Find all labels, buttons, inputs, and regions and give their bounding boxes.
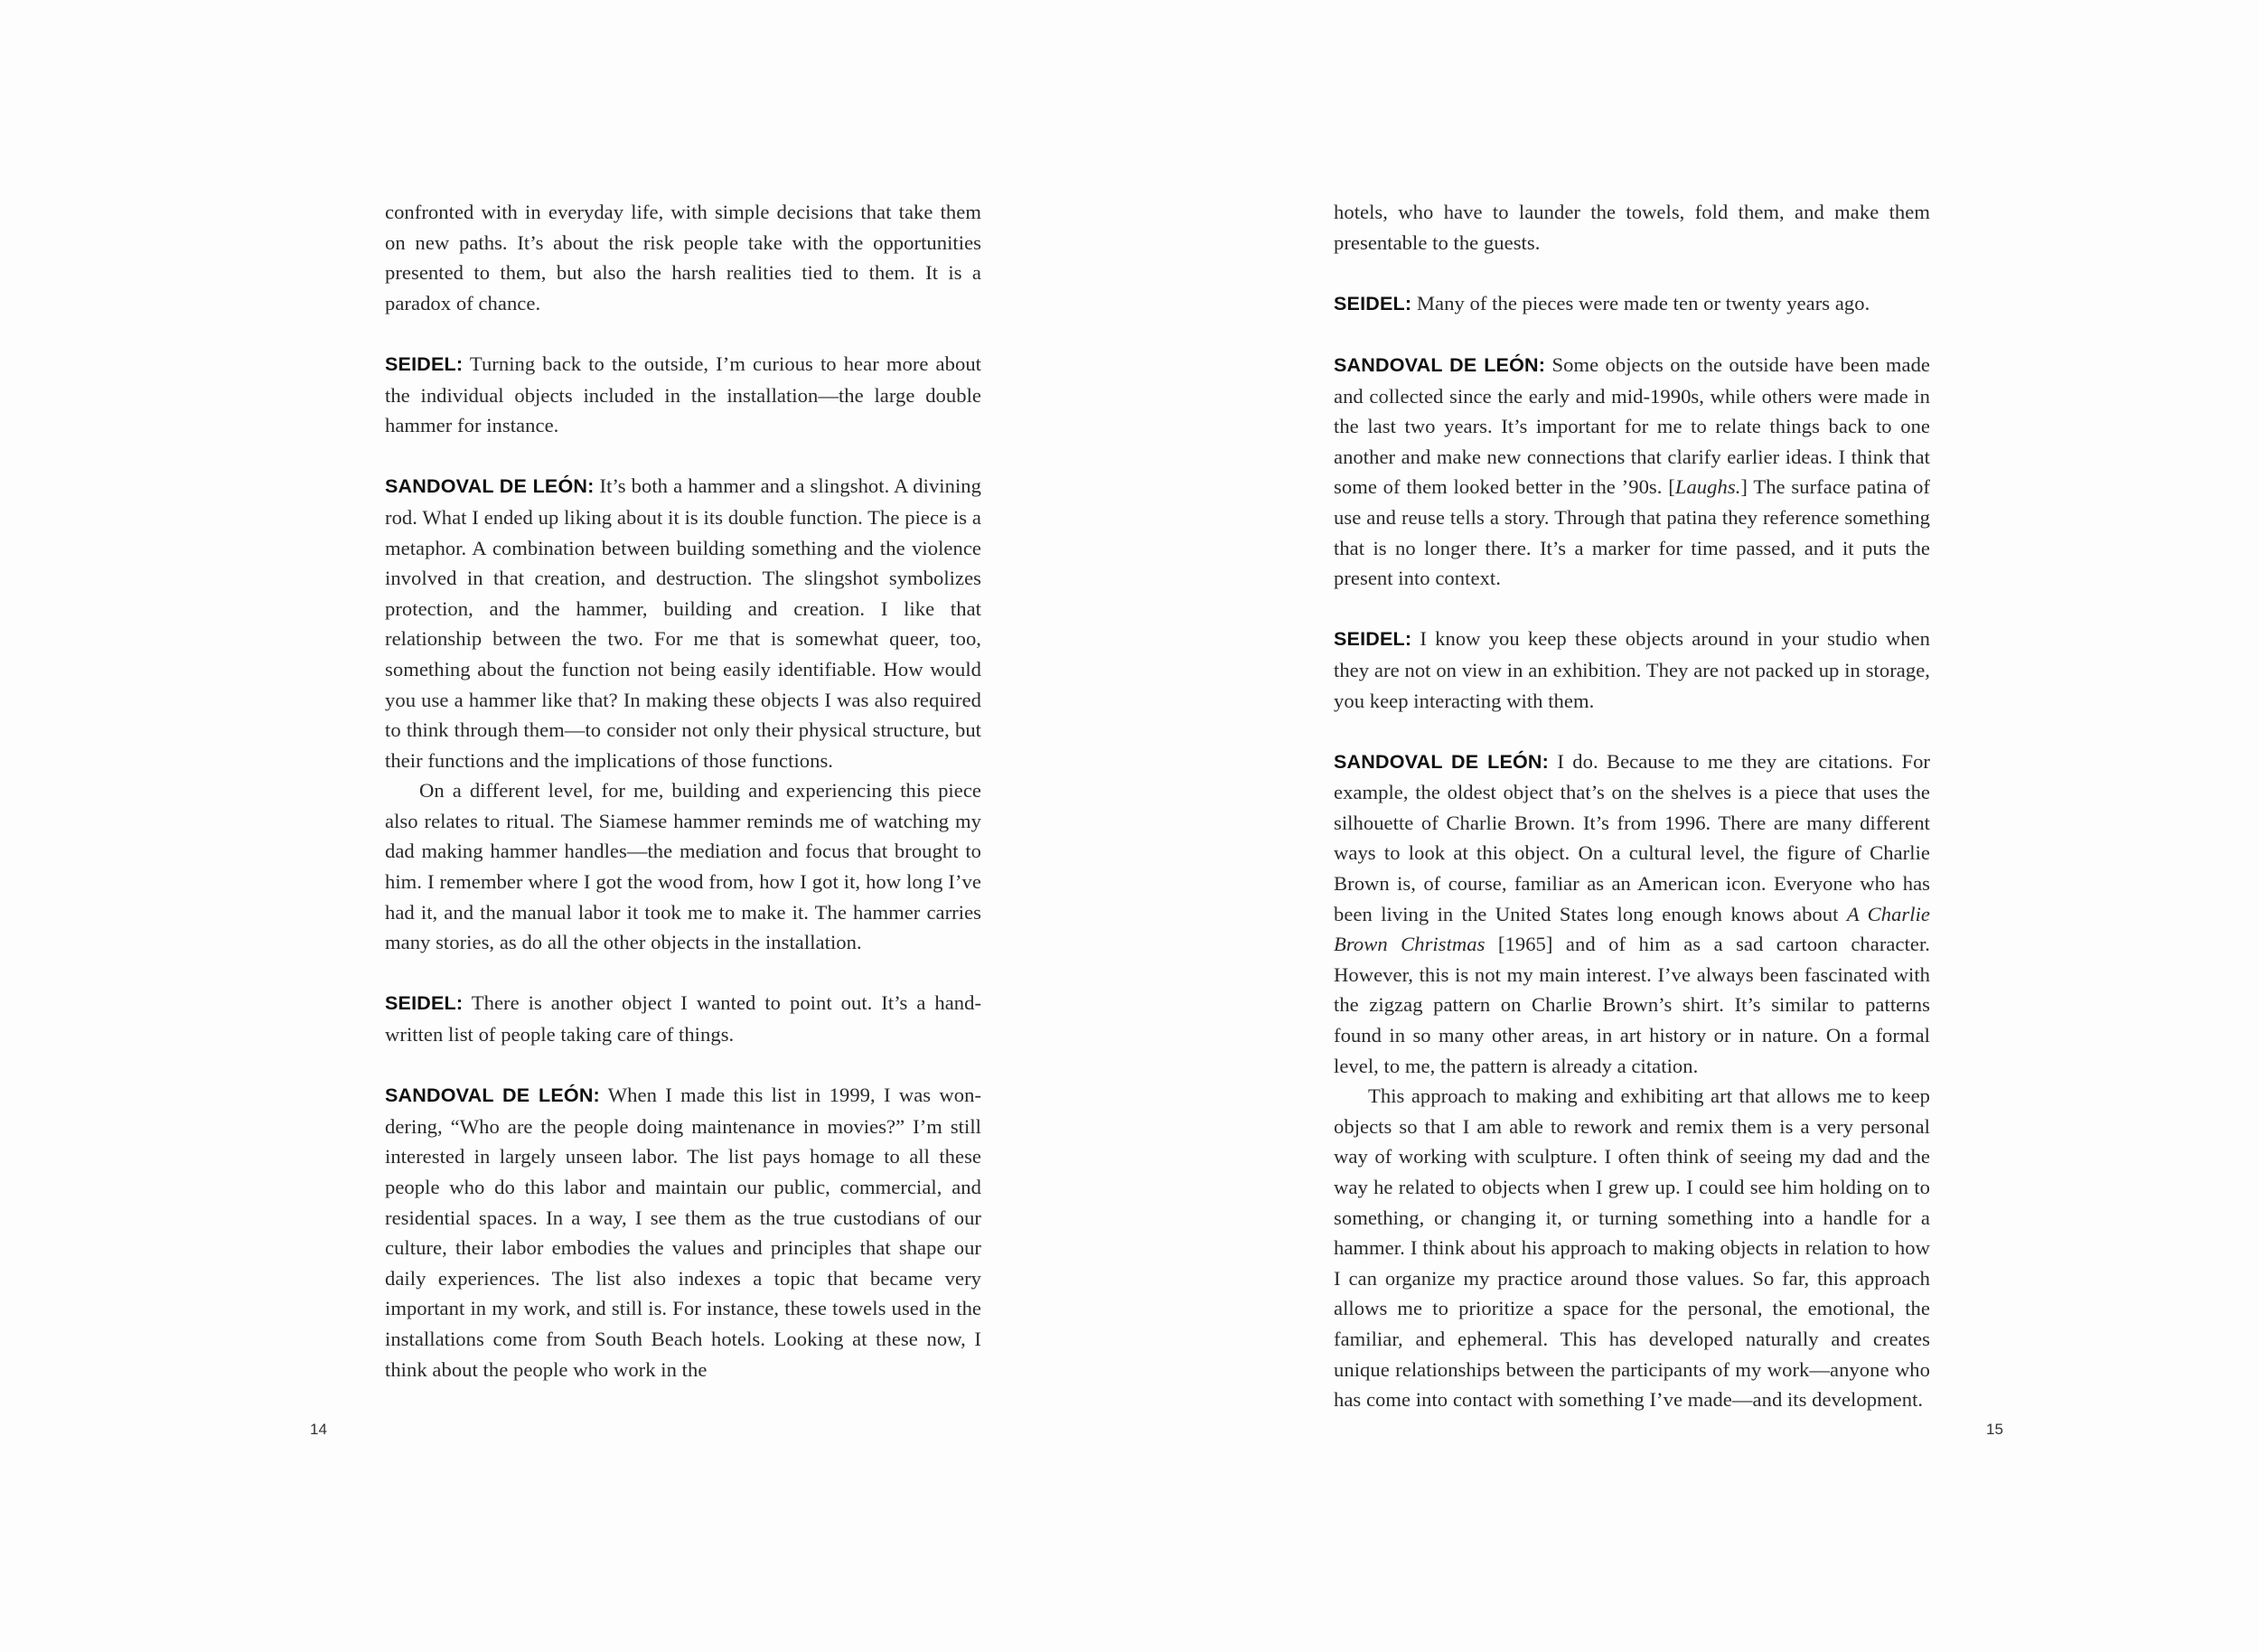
paragraph: SEIDEL: There is another object I wanted to point out. It’s a handwritten list of people taking care of things. [385, 991, 982, 1047]
speaker-label: SEIDEL: [385, 352, 464, 375]
right-page-body [1334, 197, 1930, 1415]
page-number: 15 [1986, 1421, 2003, 1438]
paragraph: SEIDEL: Turning back to the outside, I’m curious to hear more about the individual objects included in the installation—the large double hammer for instance. [385, 352, 982, 437]
paragraph: SEIDEL: I know you keep these objects around in your studio when they are not on view in an exhibition. They are not packed up in storage, you keep interacting with them. [1334, 627, 1930, 712]
page-number: 14 [310, 1421, 327, 1438]
paragraph: SEIDEL: Many of the pieces were made ten or twenty years ago. [1334, 291, 1870, 314]
speaker-label: SEIDEL: [1334, 292, 1412, 314]
paragraph: SANDOVAL DE LEÓN: When I made this list in 1999, I was wondering, “Who are the people doing maintenance in movies?” I’m still interested in largely unseen labor. The list pays homage to all these people who do this labor and maintain our public, commercial, and residential spaces. In a way, I see them as the true custodians of our culture, their labor embodies the values and principles that shape our daily experiences. The list also indexes a topic that became very important in my work, and still is. For instance, these towels used in the installations come from South Beach hotels. Looking at these now, I think about the people who work in the [385, 1084, 982, 1381]
speaker-label: SANDOVAL DE LEÓN: [385, 475, 595, 498]
speaker-label: SEIDEL: [385, 992, 464, 1015]
paragraph: hotels, who have to launder the towels, fold them, and make them presentable to the guests. [1334, 201, 1930, 254]
paragraph: On a different level, for me, building and experiencing this piece also relates to ritual. The Siamese hammer reminds me of watching my dad making hammer handles—the mediation and focus that brought to him. I remember where I got the wood from, how I got it, how long I’ve had it, and the manual labor it took me to make it. The hammer carries many stories, as do all the other objects in the installation. [385, 779, 981, 954]
speaker-label: SEIDEL: [1334, 628, 1412, 651]
paragraph: confronted with in everyday life, with simple decisions that take them on new paths. It’s about the risk people take with the opportunities presented to them, but also the harsh realities tied to them. It is a paradox of chance. [385, 201, 981, 314]
paragraph: SANDOVAL DE LEÓN: Some objects on the outside have been made and collected since the early and mid-1990s, while others were made in the last two years. It’s important for me to relate things back to one another and make new connections that clarify earlier ideas. I think that some of them looked better in the ’90s. [Laughs.] The surface patina of use and reuse tells a story. Through that patina they reference something that is no longer there. It’s a marker for time passed, and it puts the present into context. [1334, 352, 1930, 590]
paragraph: This approach to making and exhibiting art that allows me to keep objects so that I am able to rework and remix them is a very personal way of working with sculpture. I often think of seeing my dad and the way he related to objects when I grew up. I could see him holding on to something, or changing it, or turning something into a handle for a hammer. I think about his approach to making objects in relation to how I can organize my practice around those values. So far, this approach allows me to prioritize a space for the personal, the emotional, the familiar, and ephemeral. This has developed naturally and creates unique relationships between the participants of my work—anyone who has come into contact with something I’ve made—and its development. [1334, 1084, 1930, 1412]
speaker-label: SANDOVAL DE LEÓN: [385, 1084, 600, 1107]
left-page-body [385, 197, 981, 1384]
speaker-label: SANDOVAL DE LEÓN: [1334, 353, 1546, 376]
speaker-label: SANDOVAL DE LEÓN: [1334, 750, 1550, 773]
paragraph: SANDOVAL DE LEÓN: It’s both a hammer and a slingshot. A divining rod. What I ended up liking about it is its double function. The piece is a metaphor. A combination between building something and the violence involved in that creation, and destruction. The slingshot symbolizes protection, and the hammer, building and creation. I like that relationship between the two. For me that is somewhat queer, too, something about the function not being easily identifiable. How would you use a hammer like that? In making these objects I was also required to think through them—to consider not only their physical structure, but their functions and the implications of those functions. [385, 474, 981, 772]
paragraph: SANDOVAL DE LEÓN: I do. Because to me they are citations. For example, the oldest object that’s on the shelves is a piece that uses the silhouette of Charlie Brown. It’s from 1996. There are many different ways to look at this object. On a cultural level, the figure of Charlie Brown is, of course, familiar as an American icon. Everyone who has been living in the United States long enough knows about A Charlie Brown Christmas [1965] and of him as a sad cartoon character. However, this is not my main interest. I’ve always been fascinated with the zigzag pattern on Charlie Brown’s shirt. It’s similar to patterns found in so many other areas, in art history or in nature. On a formal level, to me, the pattern is already a citation. [1334, 749, 1931, 1077]
